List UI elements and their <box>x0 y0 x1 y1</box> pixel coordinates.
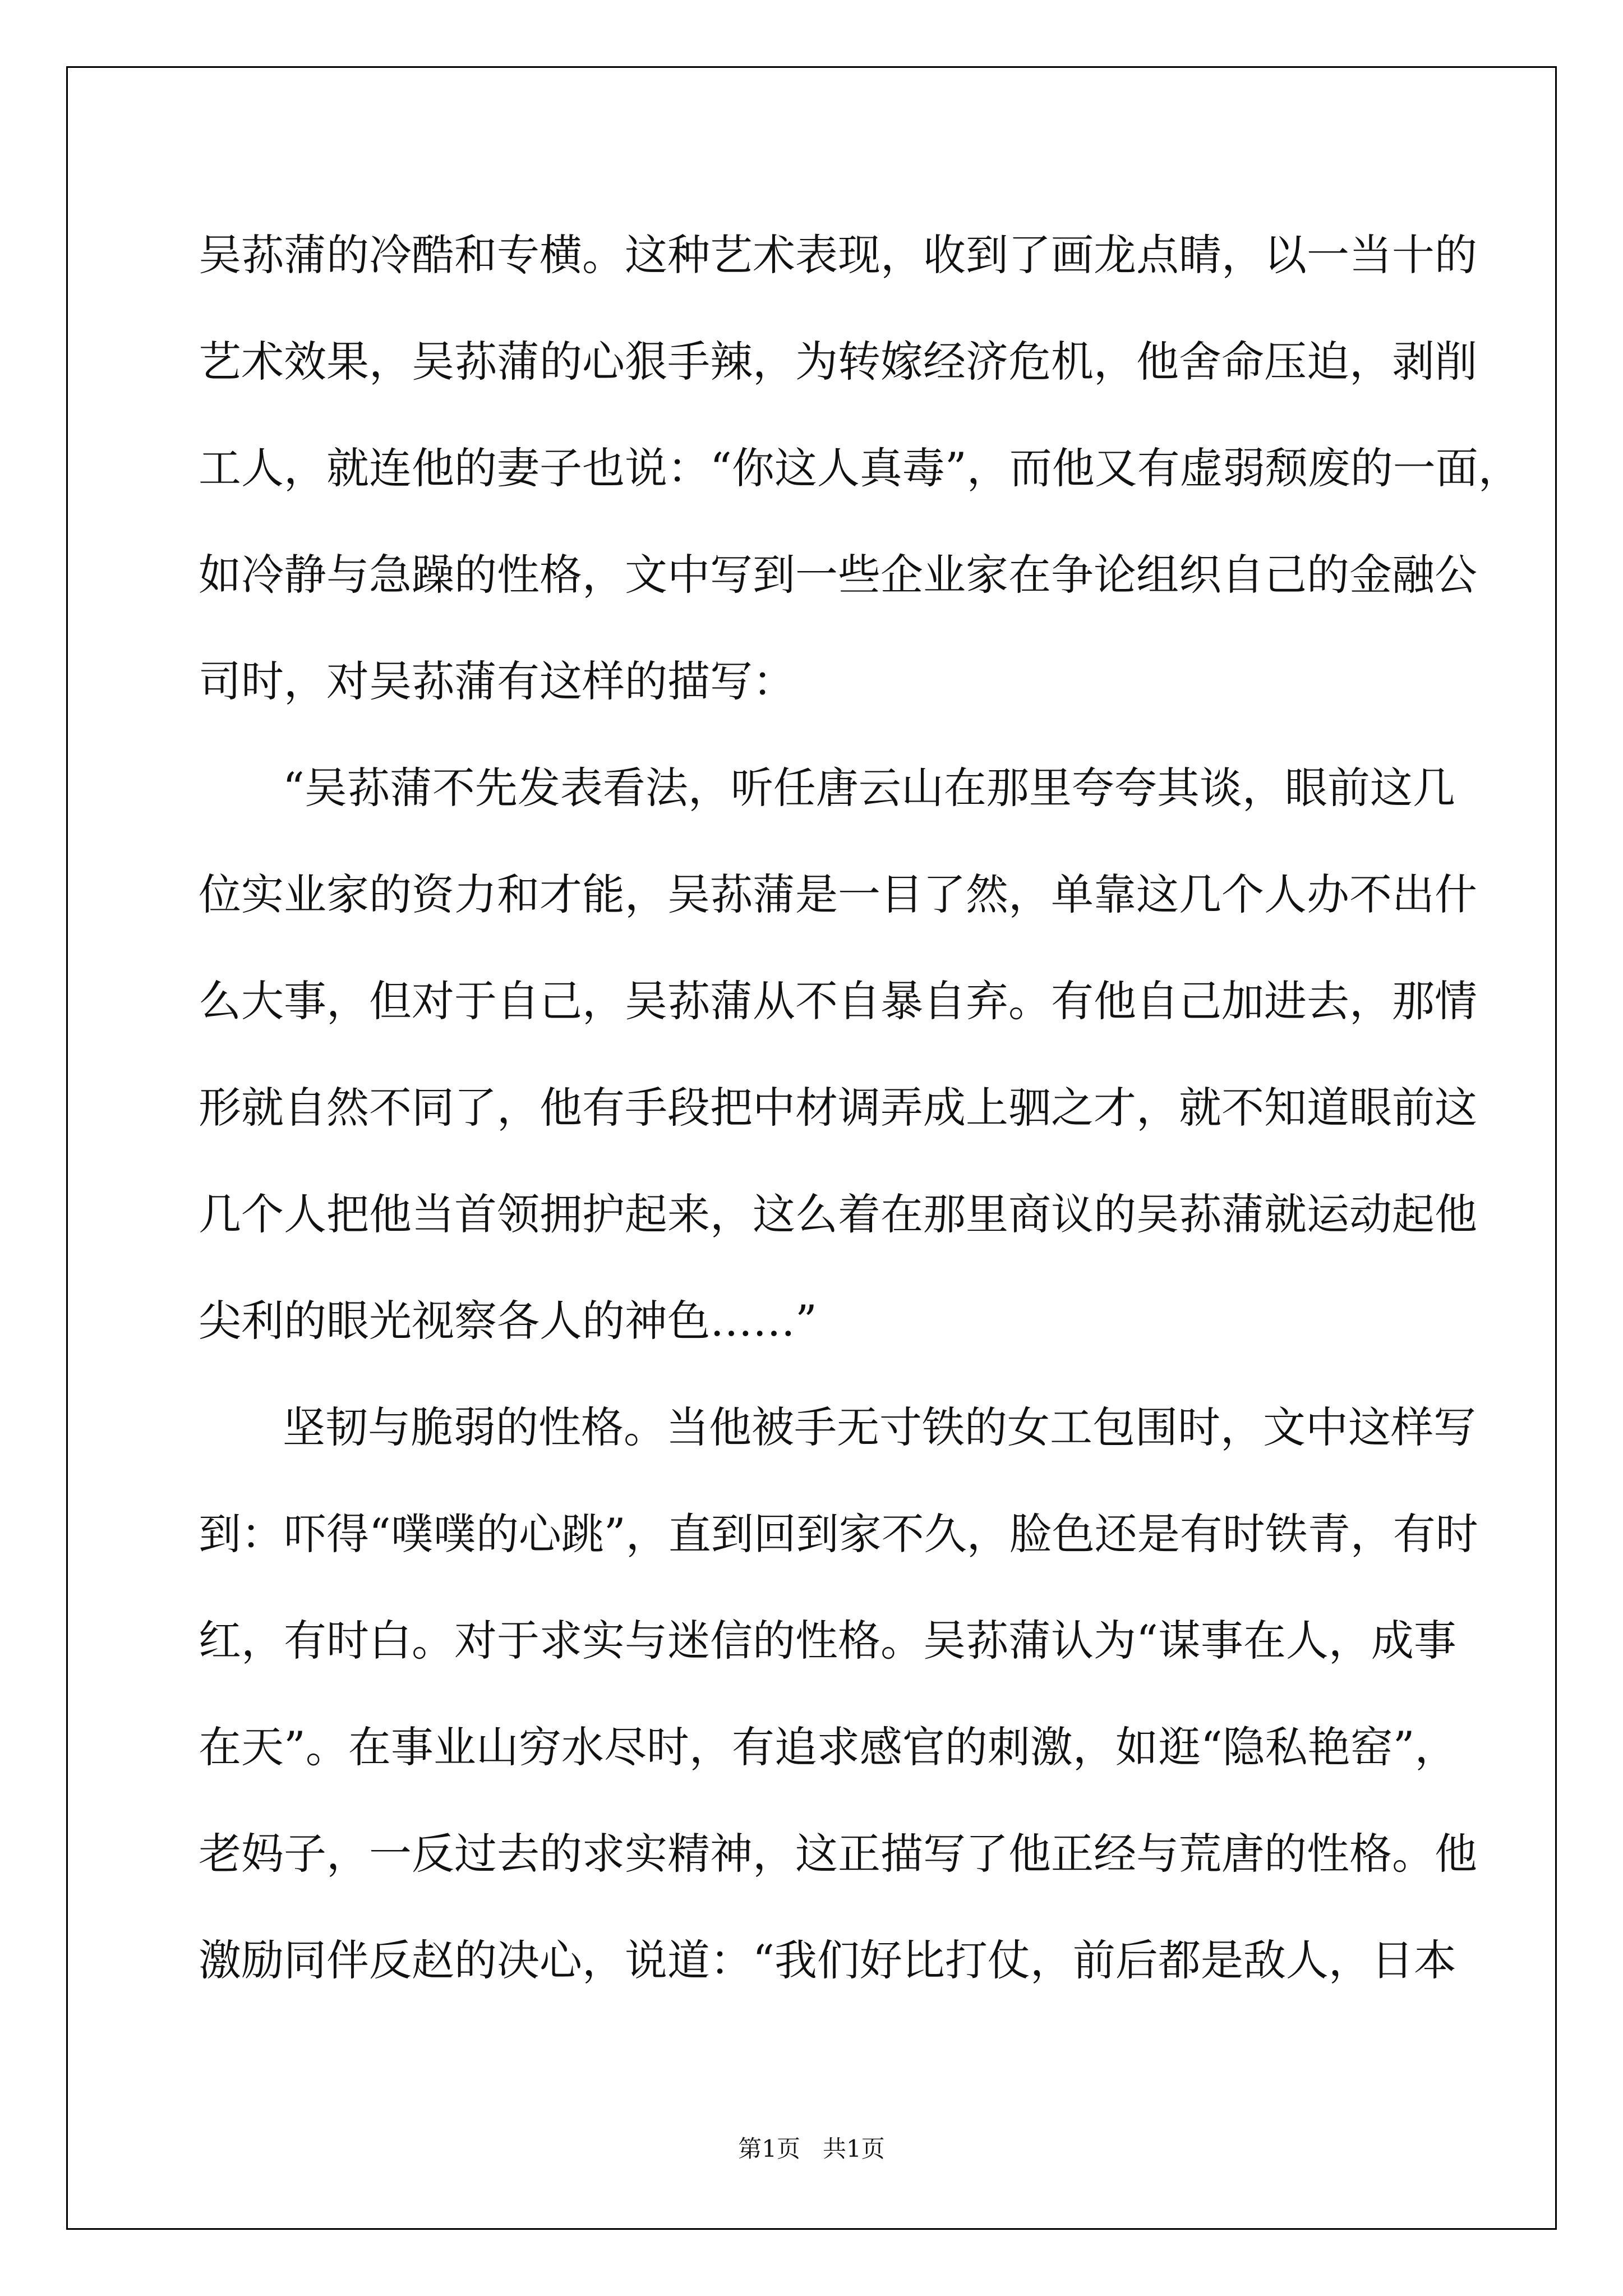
text-line: 几个人把他当首领拥护起来，这么着在那里商议的吴荪蒲就运动起他 <box>199 1189 1477 1239</box>
text-line: 老妈子，一反过去的求实精神，这正描写了他正经与荒唐的性格。他 <box>199 1829 1477 1879</box>
text-line: 红，有时白。对于求实与迷信的性格。吴荪蒲认为“谋事在人，成事 <box>199 1616 1456 1665</box>
text-line: “吴荪蒲不先发表看法，听任唐云山在那里夸夸其谈，眼前这几 <box>283 763 1455 813</box>
text-line: 司时，对吴荪蒲有这样的描写： <box>199 656 795 706</box>
text-line: 如冷静与急躁的性格，文中写到一些企业家在争论组织自己的金融公 <box>199 550 1477 600</box>
text-line: 位实业家的资力和才能，吴荪蒲是一目了然，单靠这几个人办不出什 <box>199 869 1477 919</box>
text-line: 到：吓得“噗噗的心跳”，直到回到家不久，脸色还是有时铁青，有时 <box>199 1509 1478 1559</box>
text-line: 工人，就连他的妻子也说：“你这人真毒”，而他又有虚弱颓废的一面， <box>199 443 1521 493</box>
text-line: 艺术效果，吴荪蒲的心狠手辣，为转嫁经济危机，他舍命压迫，剥削 <box>199 337 1477 386</box>
document-body <box>199 202 1521 2014</box>
text-line: 么大事，但对于自己，吴荪蒲从不自暴自弃。有他自己加进去，那情 <box>199 976 1477 1026</box>
text-line: 坚韧与脆弱的性格。当他被手无寸铁的女工包围时，文中这样写 <box>283 1402 1476 1452</box>
text-line: 激励同伴反赵的决心，说道：“我们好比打仗，前后都是敌人，日本 <box>199 1935 1456 1985</box>
text-line: 形就自然不同了，他有手段把中材调弄成上驷之才，就不知道眼前这 <box>199 1083 1477 1133</box>
text-line: 在天”。在事业山穷水尽时，有追求感官的刺激，如逛“隐私艳窑”， <box>199 1722 1458 1772</box>
text-line: 尖利的眼光视察各人的神色……” <box>199 1296 817 1346</box>
text-line: 吴荪蒲的冷酷和专横。这种艺术表现，收到了画龙点睛，以一当十的 <box>199 230 1477 280</box>
page-number-footer: 第1页 共1页 <box>738 2135 885 2162</box>
